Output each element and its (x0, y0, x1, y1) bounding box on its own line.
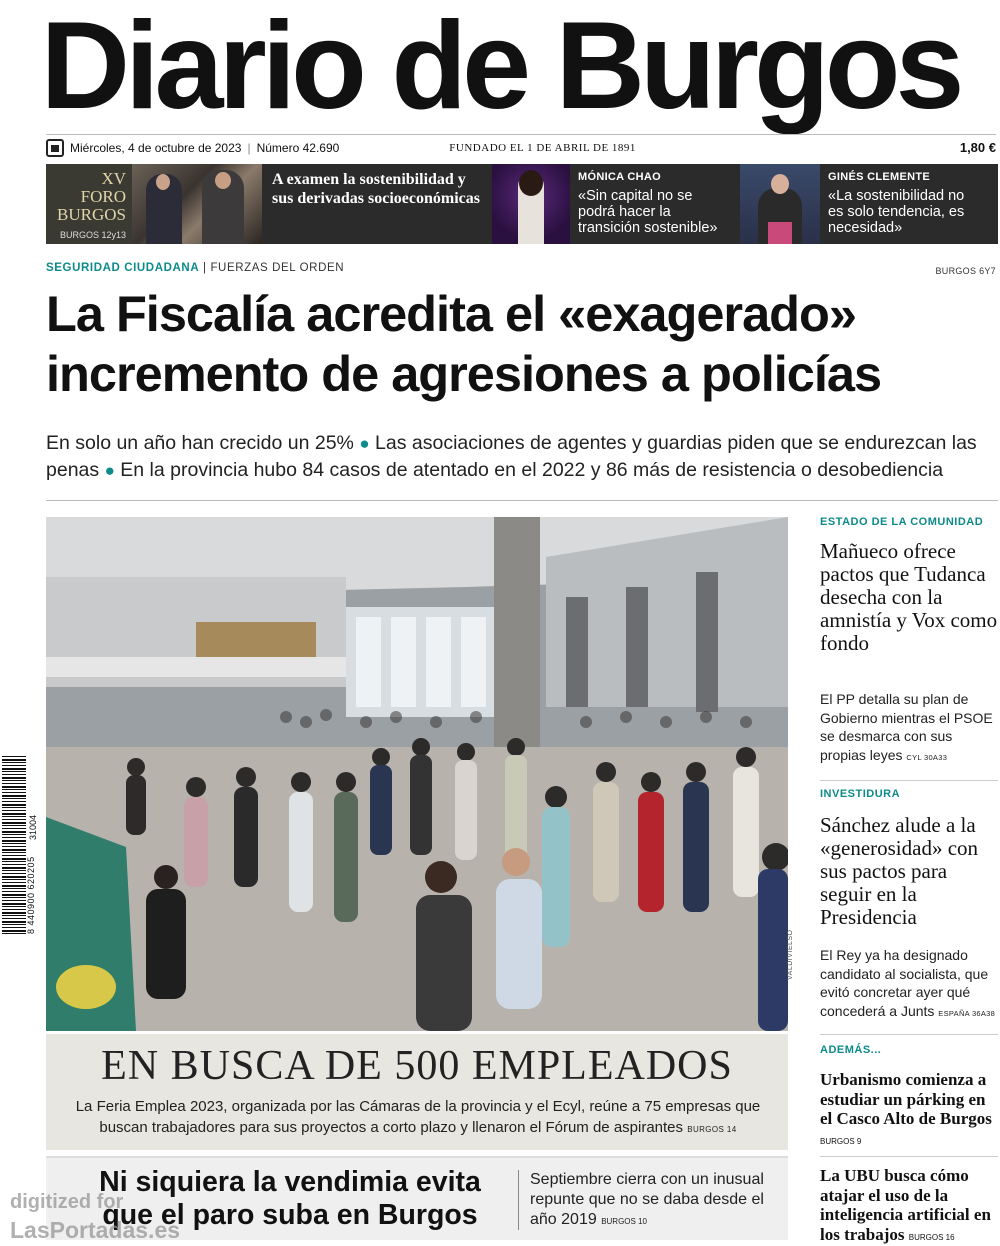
watermark (10, 1188, 180, 1244)
bottom-summary-text: Septiembre cierra con un inusual repunte que no se daba desde el año 2019 (530, 1171, 764, 1228)
city-crest-icon (46, 139, 64, 157)
sidebar-page-ref: ESPAÑA 36A38 (938, 1008, 996, 1018)
promo-photo-monica-chao (492, 164, 570, 244)
photo-caption-title: EN BUSCA DE 500 EMPLEADOS (101, 1043, 733, 1089)
barcode (2, 756, 26, 934)
bullet-icon: ● (359, 434, 370, 453)
promo-label-line: FORO (80, 187, 126, 206)
lead-section: SEGURIDAD CIUDADANA (46, 262, 200, 274)
quote-text: «La sostenibilidad no es solo tendencia, es necesidad» (828, 188, 965, 236)
sidebar-story-headline[interactable]: Mañueco ofrece pactos que Tudanca desecha con la amnistía y Vox como fondo (820, 539, 998, 655)
masthead (0, 0, 1000, 135)
issue-number: Número 42.690 (256, 140, 340, 155)
sidebar-story-summary (820, 690, 998, 767)
promo-headline[interactable]: A examen la sostenibilidad y sus derivadas socioeconómicas (272, 171, 480, 207)
divider (820, 1034, 998, 1035)
sidebar-kicker: ESTADO DE LA COMUNIDAD (820, 516, 984, 528)
bottom-headline: Ni siquiera la vendimia evita que el paro suba en Burgos (99, 1166, 481, 1231)
lead-summary (46, 430, 998, 484)
promo-photo-speakers (132, 164, 262, 244)
photo-credit: VALDIVIELSO (787, 929, 794, 980)
brief-page-ref: BURGOS 9 (820, 1136, 862, 1146)
sidebar-summary-text: El Rey ya ha designado candidato al socialista, que evitó concretar ayer qué concederá a Junts (820, 947, 989, 1019)
caption-body: La Feria Emplea 2023, organizada por las Cámaras de la provincia y el Ecyl, reúne a 75 empresas que buscan trabajadores para sus proyectos a corto plazo y llenaron el Fórum de aspirantes (75, 1098, 761, 1136)
promo-label-line: BURGOS (57, 205, 126, 224)
divider (820, 780, 998, 781)
newspaper-title: Diario de Burgos (40, 0, 960, 135)
price: 1,80 € (959, 140, 996, 155)
sidebar-brief[interactable] (820, 1166, 1000, 1246)
photo-caption-text (62, 1096, 774, 1140)
promo-quote-2[interactable] (820, 164, 990, 244)
divider (46, 500, 998, 501)
sidebar-summary-text: El PP detalla su plan de Gobierno mientras el PSOE se desmarca con sus propias leyes (820, 691, 993, 763)
bullet-icon: ● (104, 461, 115, 480)
lead-subsection: FUERZAS DEL ORDEN (210, 262, 345, 274)
promo-strip[interactable] (46, 164, 998, 244)
promo-label (46, 164, 132, 244)
bottom-page-ref: BURGOS 10 (601, 1217, 647, 1226)
brief-text: Urbanismo comienza a estudiar un párking en el Casco Alto de Burgos (820, 1070, 992, 1128)
lead-summary-point: Las asociaciones de agentes y guardias piden que se endurezcan las penas (46, 432, 977, 481)
barcode-number: 8 440900 620205 (26, 856, 36, 934)
promo-label-line: XV (101, 169, 126, 188)
dateline: Miércoles, 4 de octubre de 2023 | Número 42.690 FUNDADO EL 1 DE ABRIL DE 1891 1,80 € (46, 134, 996, 160)
barcode-issue-code: 31004 (28, 814, 38, 840)
brief-page-ref: BURGOS 16 (908, 1232, 955, 1242)
publication-date: Miércoles, 4 de octubre de 2023 (70, 140, 242, 155)
lead-summary-point: En la provincia hubo 84 casos de atentado en el 2022 y 86 más de resistencia o desobediencia (120, 459, 944, 481)
sidebar-kicker: ADEMÁS... (820, 1044, 882, 1056)
lead-headline-line: La Fiscalía acredita el «exagerado» (46, 285, 856, 342)
lead-summary-point: En solo un año han crecido un 25% (46, 432, 354, 454)
job-fair-illustration (46, 517, 788, 1031)
main-photo-job-fair[interactable] (46, 517, 788, 1031)
watermark-line: digitized for (10, 1191, 124, 1213)
quote-author: GINÉS CLEMENTE (828, 171, 930, 183)
divider (518, 1170, 519, 1230)
divider (820, 1156, 998, 1157)
bottom-summary (530, 1170, 780, 1232)
sidebar-story-headline[interactable]: Sánchez alude a la «generosidad» con sus pactos para seguir en la Presidencia (820, 813, 979, 929)
quote-author: MÓNICA CHAO (578, 171, 661, 183)
watermark-line: LasPortadas.es (10, 1217, 181, 1243)
lead-kicker: SEGURIDAD CIUDADANA | FUERZAS DEL ORDEN (46, 262, 345, 274)
caption-page-ref: BURGOS 14 (687, 1125, 737, 1134)
brief-text: La UBU busca cómo atajar el uso de la inteligencia artificial en los trabajos (820, 1166, 991, 1244)
sidebar-brief[interactable] (820, 1070, 1000, 1151)
promo-quote-1[interactable] (570, 164, 740, 244)
promo-page-ref: BURGOS 12y13 (59, 230, 126, 240)
founded-line: FUNDADO EL 1 DE ABRIL DE 1891 (449, 141, 636, 154)
lead-page-ref: BURGOS 6Y7 (935, 266, 996, 276)
sidebar-kicker: INVESTIDURA (820, 788, 901, 800)
promo-photo-gines-clemente (740, 164, 820, 244)
sidebar-page-ref: CYL 30A33 (906, 752, 948, 762)
lead-headline[interactable] (46, 284, 998, 404)
sidebar-story-summary (820, 946, 998, 1023)
quote-text: «Sin capital no se podrá hacer la transición sostenible» (578, 188, 718, 236)
photo-caption-box[interactable] (46, 1034, 788, 1150)
lead-headline-line: incremento de agresiones a policías (46, 345, 882, 402)
